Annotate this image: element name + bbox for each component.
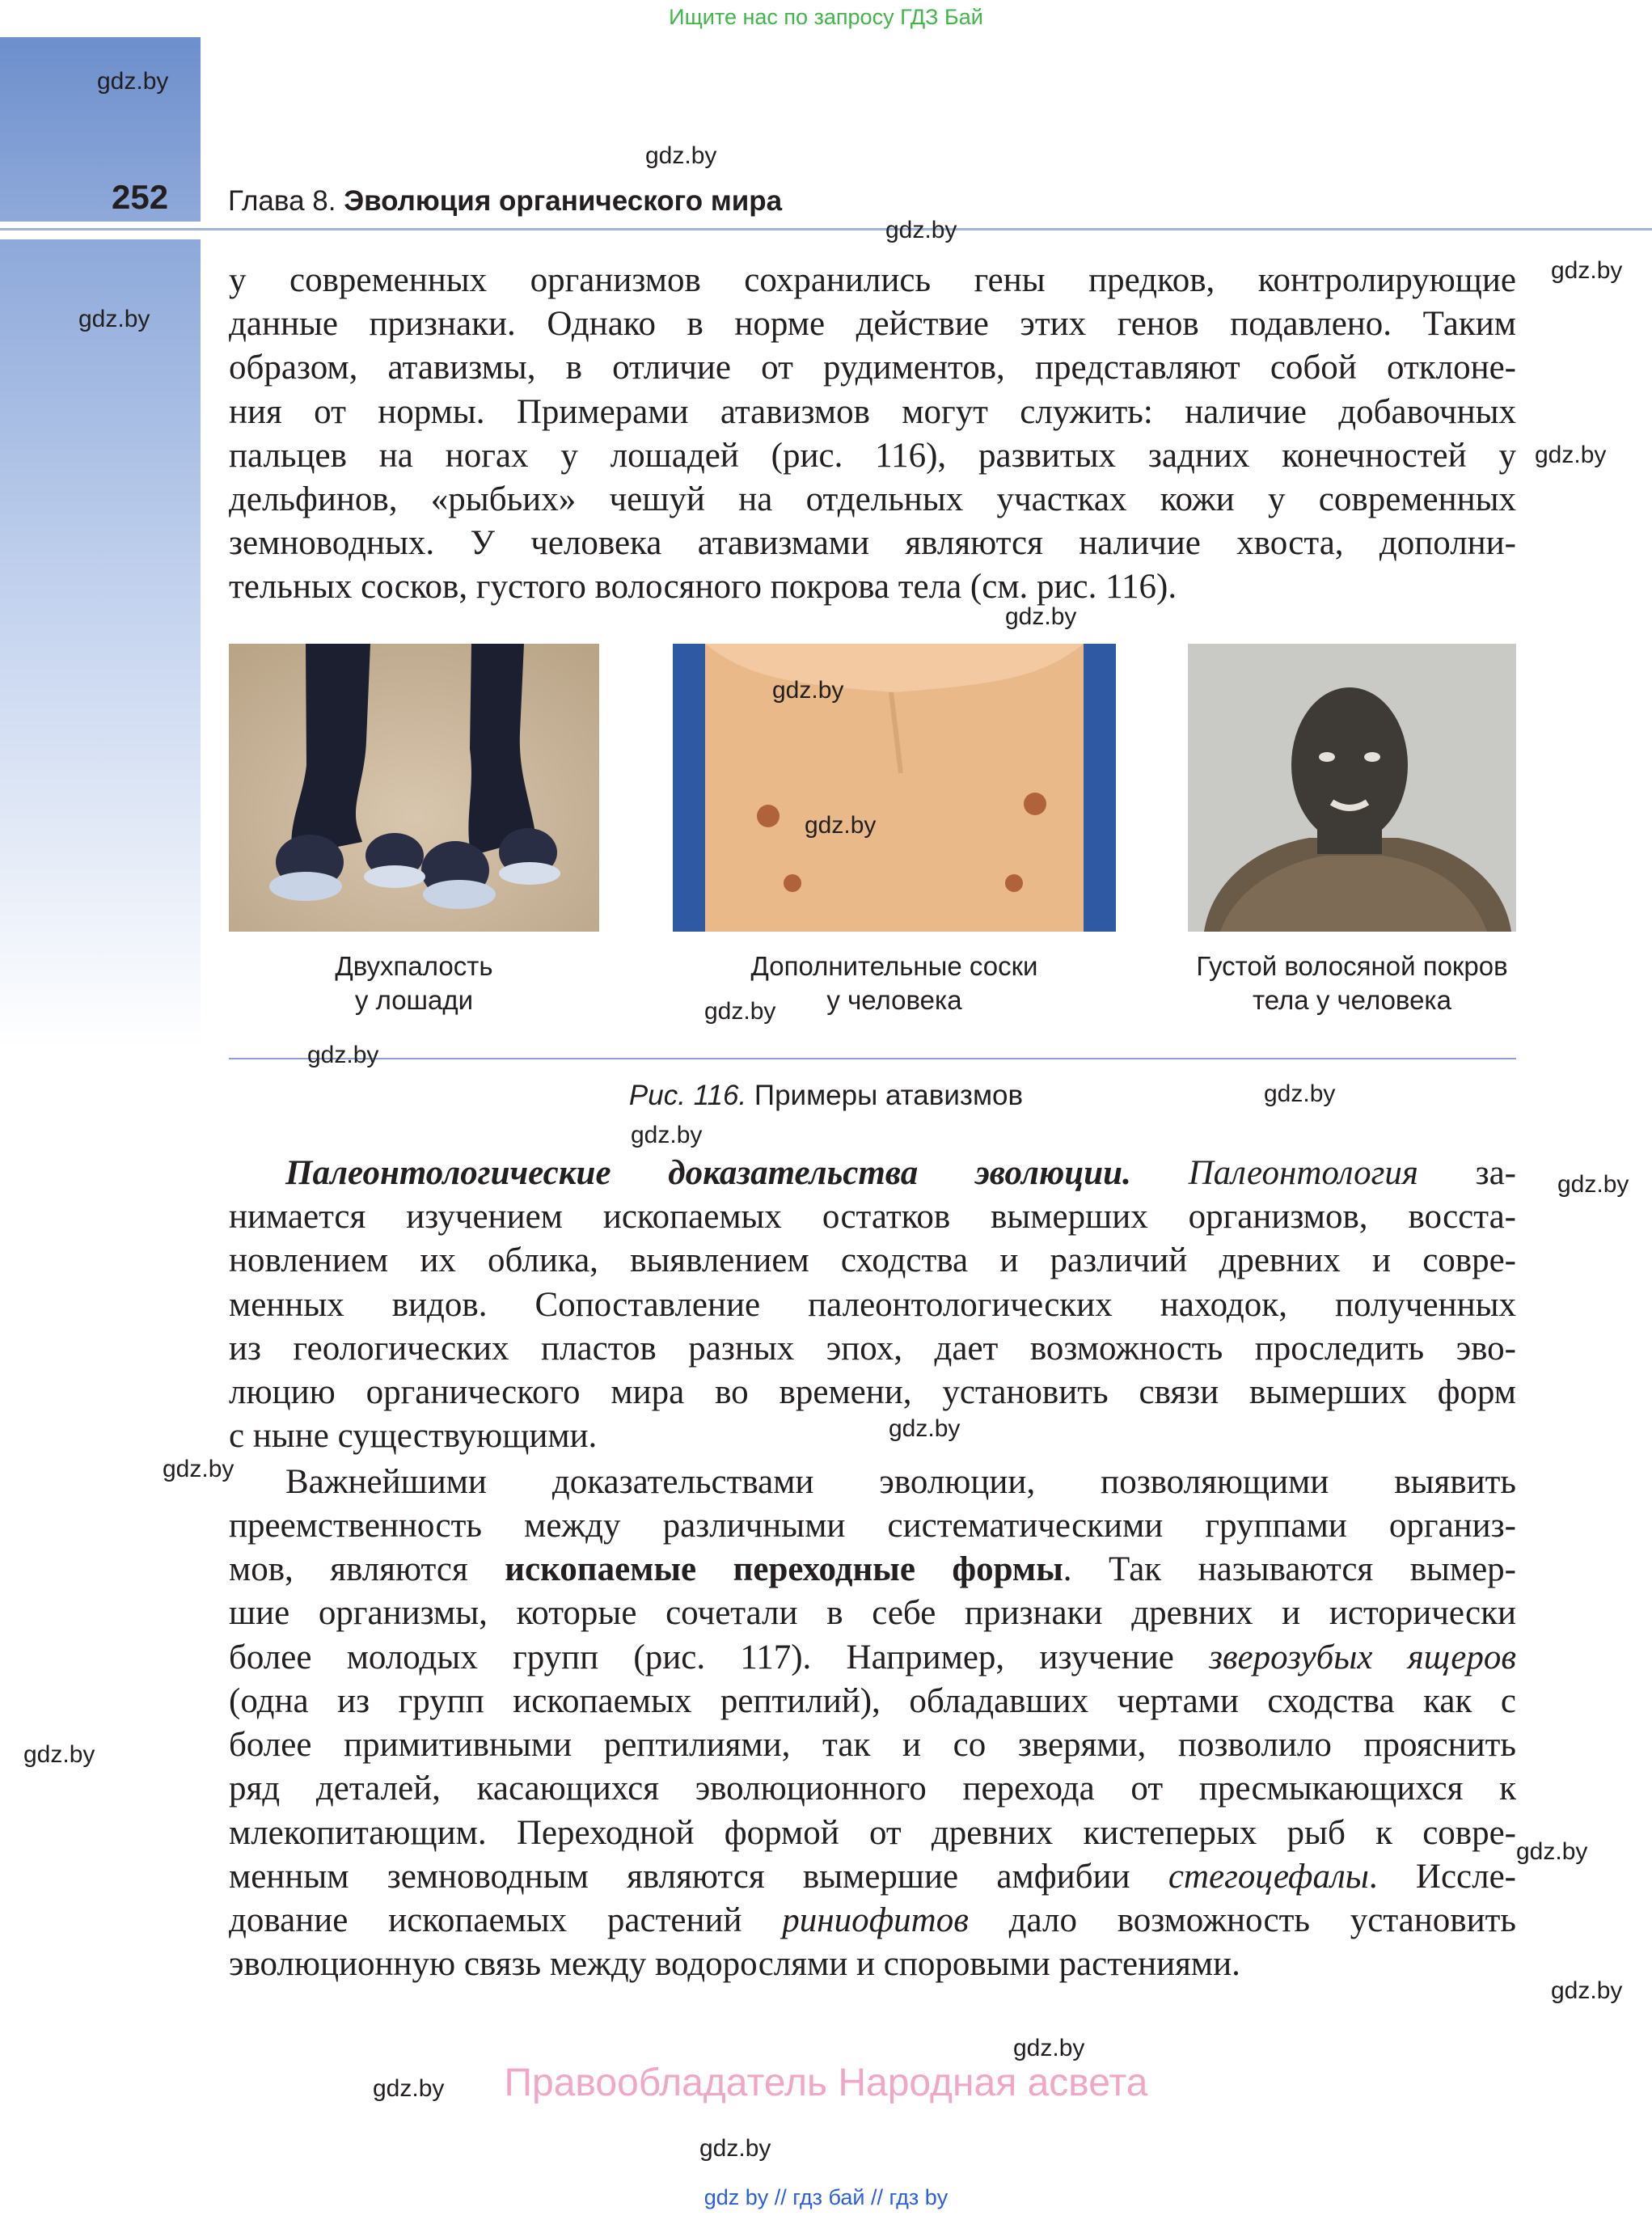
watermark: gdz.by: [772, 677, 844, 704]
term: риниофитов: [782, 1901, 969, 1939]
running-head: [228, 185, 782, 218]
extra-nipples-photo: [673, 644, 1116, 932]
text-line: дельфинов, «рыбьих» чешуй на отдельных участках кожи у современных: [229, 480, 1516, 518]
text-line: образом, атавизмы, в отличие от рудиментов, представляют собой отклоне-: [229, 349, 1516, 387]
text-line: с ныне существующими.: [229, 1417, 598, 1455]
caption-line: у лошади: [354, 985, 474, 1015]
text-line: менных видов. Сопоставление палеонтологических находок, полученных: [229, 1286, 1516, 1324]
text-fragment: дало возможность установить: [1008, 1901, 1516, 1939]
watermark: gdz.by: [1557, 1171, 1629, 1198]
figure-number: Рис. 116.: [628, 1080, 747, 1111]
text-line: люцию органического мира во времени, установить связи вымерших форм: [229, 1373, 1516, 1411]
caption-line: Густой волосяной покров: [1196, 951, 1508, 981]
text-line: ния от нормы. Примерами атавизмов могут служить: наличие добавочных: [229, 393, 1516, 431]
key-term: ископаемые переходные формы: [505, 1550, 1063, 1588]
copyright-notice: Правообладатель Народная асвета: [504, 2061, 1148, 2104]
watermark: gdz.by: [373, 2075, 445, 2102]
watermark: gdz.by: [1005, 603, 1077, 630]
watermark: gdz.by: [1264, 1080, 1336, 1107]
text-line: шие организмы, которые сочетали в себе признаки древних и исторически: [229, 1594, 1516, 1632]
text-line: [229, 1636, 1516, 1681]
text-line: [285, 1152, 1516, 1196]
text-line: пальцев на ногах у лошадей (рис. 116), развитых задних конечностей у: [229, 437, 1516, 475]
text-fragment: более молодых групп (рис. 117). Например, изучение: [229, 1638, 1174, 1676]
watermark: gdz.by: [1551, 1977, 1623, 2004]
text-line: у современных организмов сохранились гены предков, контролирующие: [229, 261, 1516, 299]
text-line: [229, 1855, 1516, 1900]
watermark: gdz.by: [307, 1042, 379, 1068]
caption-line: Дополнительные соски: [750, 951, 1038, 981]
margin-band-gradient: [0, 239, 201, 1048]
watermark: gdz.by: [1013, 2035, 1085, 2061]
watermark: gdz.by: [163, 1456, 234, 1482]
watermark: gdz.by: [631, 1122, 703, 1148]
watermark: gdz.by: [78, 306, 150, 332]
text-line: Важнейшими доказательствами эволюции, позволяющими выявить: [285, 1463, 1516, 1501]
chapter-title: Эволюция органического мира: [344, 185, 783, 217]
watermark: gdz.by: [704, 998, 776, 1025]
text-fragment: мов, являются: [229, 1550, 468, 1588]
text-line: тельных сосков, густого волосяного покрова тела (см. рис. 116).: [229, 568, 1177, 606]
watermark: gdz.by: [23, 1741, 95, 1768]
text-line: (одна из групп ископаемых рептилий), обладавших чертами сходства как с: [229, 1682, 1516, 1720]
term: стегоцефалы: [1168, 1858, 1369, 1896]
header-rule: [0, 228, 1652, 230]
text-line: нимается изучением ископаемых остатков вымерших организмов, восста-: [229, 1198, 1516, 1236]
watermark: gdz.by: [97, 68, 169, 95]
caption-line: тела у человека: [1253, 985, 1451, 1015]
footer-links[interactable]: gdz by // гдз бай // гдз by: [703, 2185, 949, 2209]
caption-line: у человека: [826, 985, 962, 1015]
figure-title: [0, 1080, 1652, 1112]
text-line: новлением их облика, выявлением сходства и различий древних и совре-: [229, 1241, 1516, 1279]
watermark: gdz.by: [1535, 442, 1607, 468]
caption-line: Двухпалость: [335, 951, 493, 981]
watermark: gdz.by: [1551, 257, 1623, 284]
page-number: 252: [112, 178, 169, 216]
caption-hair: [1164, 949, 1540, 1017]
text-fragment: дование ископаемых растений: [229, 1901, 742, 1939]
margin-band: [0, 37, 201, 222]
text-fragment: менным земноводным являются вымершие амфибии: [229, 1858, 1130, 1896]
watermark: gdz.by: [699, 2135, 771, 2162]
text-fragment: за-: [1475, 1154, 1516, 1192]
text-line: данные признаки. Однако в норме действие этих генов подавлено. Таким: [229, 305, 1516, 343]
text-line: млекопитающим. Переходной формой от древних кистеперых рыб к совре-: [229, 1814, 1516, 1852]
text-line: более примитивными рептилиями, так и со зверями, позволило прояснить: [229, 1726, 1516, 1764]
text-fragment: . Иссле-: [1368, 1858, 1516, 1896]
term: зверозубых ящеров: [1209, 1638, 1516, 1676]
horse-hooves-photo: [229, 644, 599, 932]
watermark: gdz.by: [889, 1415, 961, 1442]
text-fragment: . Так называются вымер-: [1063, 1550, 1516, 1588]
section-heading: Палеонтологические доказательства эволюции.: [285, 1154, 1131, 1192]
term: Палеонтология: [1188, 1154, 1418, 1192]
text-line: ряд деталей, касающихся эволюционного перехода от пресмыкающихся к: [229, 1769, 1516, 1808]
text-line: эволюционную связь между водорослями и споровыми растениями.: [229, 1945, 1240, 1983]
chapter-prefix: Глава 8.: [228, 185, 336, 217]
text-line: земноводных. У человека атавизмами являются наличие хвоста, дополни-: [229, 524, 1516, 562]
top-banner[interactable]: Ищите нас по запросу ГДЗ Бай: [669, 5, 983, 29]
watermark: gdz.by: [885, 217, 957, 243]
text-line: из геологических пластов разных эпох, дает возможность проследить эво-: [229, 1330, 1516, 1368]
text-line: [229, 1899, 1516, 1943]
watermark: gdz.by: [1516, 1838, 1588, 1865]
watermark: gdz.by: [805, 812, 877, 839]
figure-rule: [229, 1058, 1516, 1059]
text-line: преемственность между различными систематическими группами организ-: [229, 1507, 1516, 1545]
text-line: [229, 1548, 1516, 1592]
figure-title-text: Примеры атавизмов: [754, 1080, 1024, 1111]
caption-horse: [229, 949, 599, 1017]
watermark: gdz.by: [645, 142, 717, 169]
hairy-man-photo: [1188, 644, 1516, 932]
